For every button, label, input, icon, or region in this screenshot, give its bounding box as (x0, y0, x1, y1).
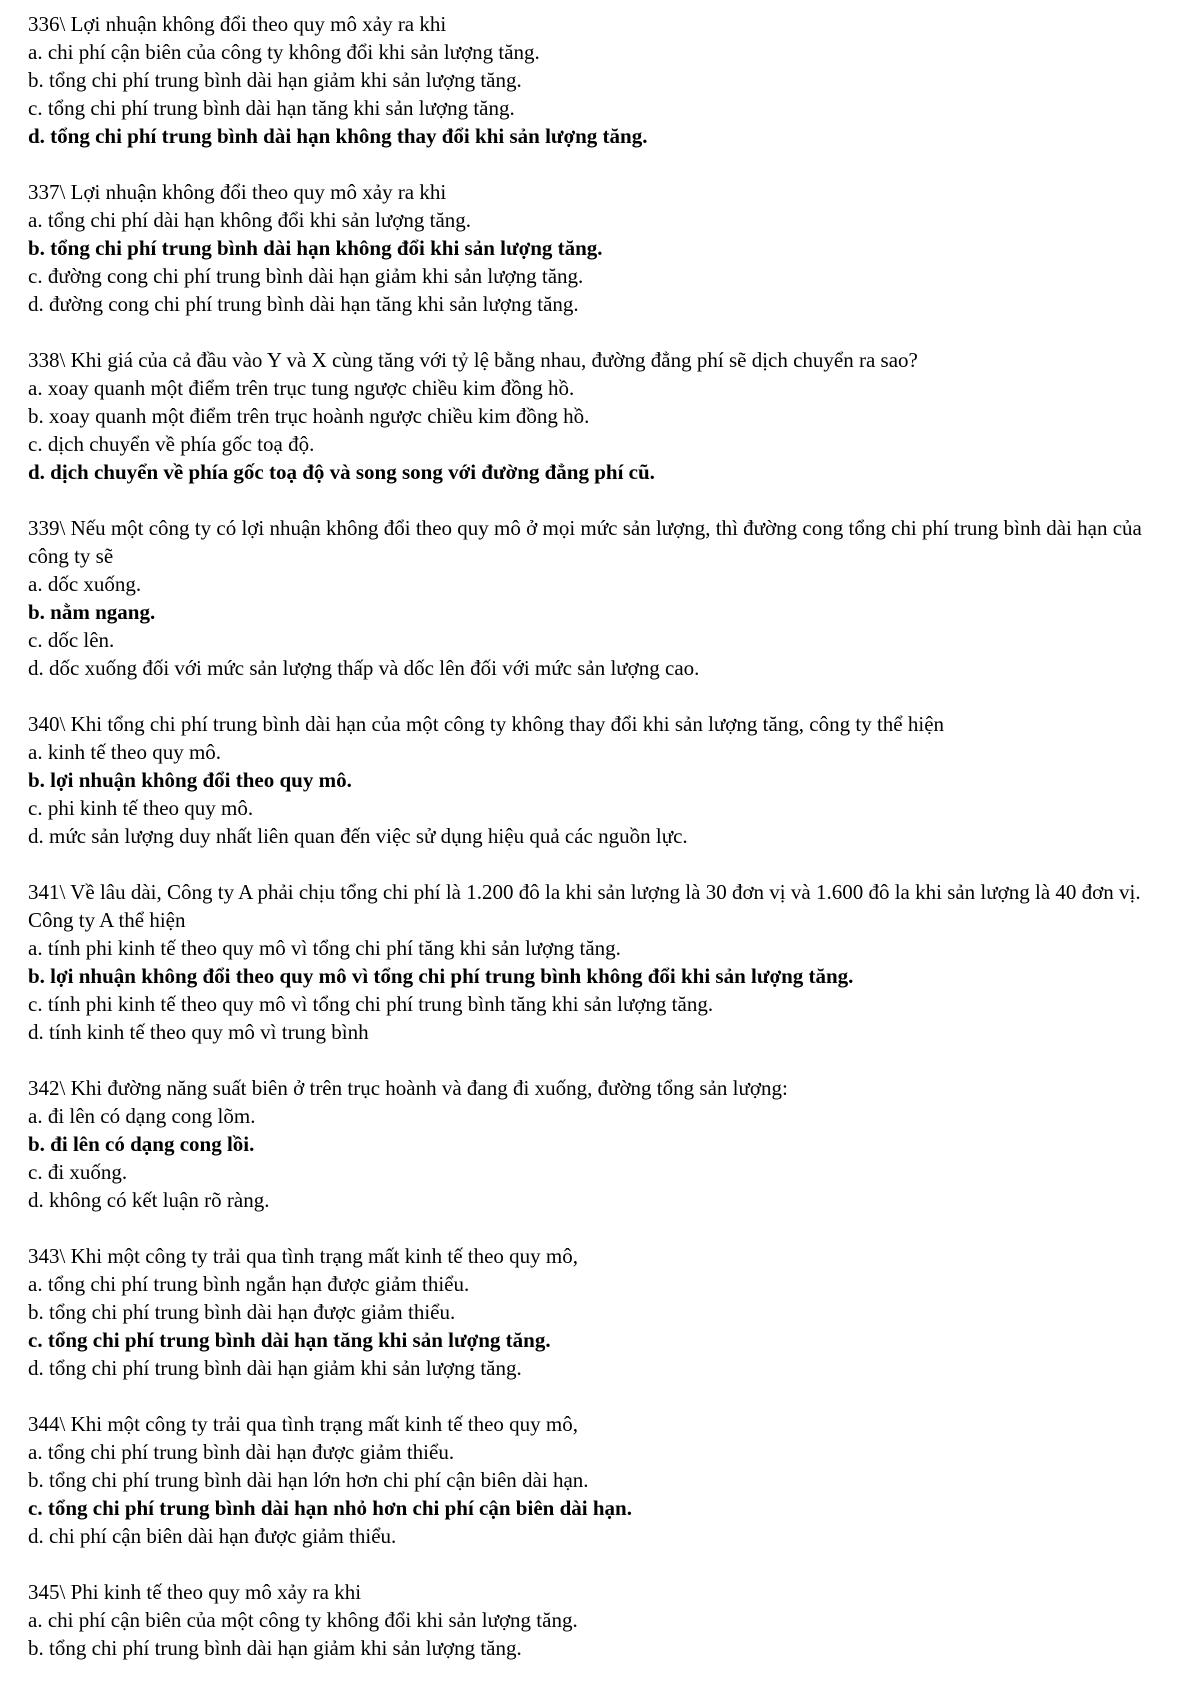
question-343-option-b: b. tổng chi phí trung bình dài hạn được giảm thiểu. (28, 1300, 456, 1324)
question-337-option-a: a. tổng chi phí dài hạn không đổi khi sản lượng tăng. (28, 208, 472, 232)
question-341-option-c: c. tính phi kinh tế theo quy mô vì tổng chi phí trung bình tăng khi sản lượng tăng. (28, 992, 714, 1016)
question-block-341 (28, 878, 1166, 1046)
question-344-option-b: b. tổng chi phí trung bình dài hạn lớn hơn chi phí cận biên dài hạn. (28, 1468, 589, 1492)
question-342-option-b: b. đi lên có dạng cong lồi. (28, 1132, 255, 1156)
question-344-option-c: c. tổng chi phí trung bình dài hạn nhỏ hơn chi phí cận biên dài hạn. (28, 1496, 632, 1520)
question-344-option-a: a. tổng chi phí trung bình dài hạn được giảm thiểu. (28, 1440, 455, 1464)
question-338-option-c: c. dịch chuyển về phía gốc toạ độ. (28, 432, 315, 456)
question-text-345: 345\ Phi kinh tế theo quy mô xảy ra khi (28, 1580, 362, 1604)
question-345-option-b: b. tổng chi phí trung bình dài hạn giảm khi sản lượng tăng. (28, 1636, 522, 1660)
question-342-option-a: a. đi lên có dạng cong lõm. (28, 1104, 256, 1128)
question-block-345 (28, 1578, 1166, 1662)
question-block-336 (28, 10, 1166, 150)
question-341-option-b: b. lợi nhuận không đổi theo quy mô vì tổng chi phí trung bình không đổi khi sản lượng tăng. (28, 964, 854, 988)
question-343-option-d: d. tổng chi phí trung bình dài hạn giảm khi sản lượng tăng. (28, 1356, 522, 1380)
question-340-option-a: a. kinh tế theo quy mô. (28, 740, 222, 764)
question-340-option-b: b. lợi nhuận không đổi theo quy mô. (28, 768, 352, 792)
question-block-337 (28, 178, 1166, 318)
question-340-option-c: c. phi kinh tế theo quy mô. (28, 796, 254, 820)
question-text-340: 340\ Khi tổng chi phí trung bình dài hạn của một công ty không thay đổi khi sản lượng tăng, công ty thể hiện (28, 712, 945, 736)
question-338-option-a: a. xoay quanh một điểm trên trục tung ngược chiều kim đồng hồ. (28, 376, 575, 400)
question-337-option-d: d. đường cong chi phí trung bình dài hạn tăng khi sản lượng tăng. (28, 292, 579, 316)
question-339-option-c: c. dốc lên. (28, 628, 115, 652)
question-336-option-d: d. tổng chi phí trung bình dài hạn không thay đổi khi sản lượng tăng. (28, 124, 648, 148)
question-342-option-c: c. đi xuống. (28, 1160, 128, 1184)
question-block-342 (28, 1074, 1166, 1214)
question-341-option-d: d. tính kinh tế theo quy mô vì trung bình (28, 1020, 369, 1044)
question-text-339: 339\ Nếu một công ty có lợi nhuận không đổi theo quy mô ở mọi mức sản lượng, thì đường cong tổng chi phí trung bình dài hạn của công ty sẽ (28, 516, 1142, 568)
question-text-336: 336\ Lợi nhuận không đổi theo quy mô xảy ra khi (28, 12, 447, 36)
question-343-option-c: c. tổng chi phí trung bình dài hạn tăng khi sản lượng tăng. (28, 1328, 551, 1352)
question-337-option-c: c. đường cong chi phí trung bình dài hạn giảm khi sản lượng tăng. (28, 264, 584, 288)
question-block-343 (28, 1242, 1166, 1382)
question-336-option-a: a. chi phí cận biên của công ty không đổi khi sản lượng tăng. (28, 40, 540, 64)
question-338-option-b: b. xoay quanh một điểm trên trục hoành ngược chiều kim đồng hồ. (28, 404, 590, 428)
question-text-342: 342\ Khi đường năng suất biên ở trên trục hoành và đang đi xuống, đường tổng sản lượng: (28, 1076, 788, 1100)
question-block-344 (28, 1410, 1166, 1550)
question-345-option-a: a. chi phí cận biên của một công ty không đổi khi sản lượng tăng. (28, 1608, 578, 1632)
question-339-option-d: d. dốc xuống đối với mức sản lượng thấp và dốc lên đối với mức sản lượng cao. (28, 656, 700, 680)
question-337-option-b: b. tổng chi phí trung bình dài hạn không đổi khi sản lượng tăng. (28, 236, 603, 260)
question-text-341: 341\ Về lâu dài, Công ty A phải chịu tổng chi phí là 1.200 đô la khi sản lượng là 30 đơn vị và 1.600 đô la khi sản lượng là 40 đơn vị. Công ty A thể hiện (28, 880, 1141, 932)
question-339-option-a: a. dốc xuống. (28, 572, 142, 596)
question-text-343: 343\ Khi một công ty trải qua tình trạng mất kinh tế theo quy mô, (28, 1244, 578, 1268)
question-336-option-b: b. tổng chi phí trung bình dài hạn giảm khi sản lượng tăng. (28, 68, 522, 92)
question-342-option-d: d. không có kết luận rõ ràng. (28, 1188, 270, 1212)
question-block-338 (28, 346, 1166, 486)
question-text-338: 338\ Khi giá của cả đầu vào Y và X cùng tăng với tỷ lệ bằng nhau, đường đẳng phí sẽ dịch chuyển ra sao? (28, 348, 918, 372)
question-338-option-d: d. dịch chuyển về phía gốc toạ độ và song song với đường đẳng phí cũ. (28, 460, 655, 484)
question-text-337: 337\ Lợi nhuận không đổi theo quy mô xảy ra khi (28, 180, 447, 204)
question-block-340 (28, 710, 1166, 850)
question-text-344: 344\ Khi một công ty trải qua tình trạng mất kinh tế theo quy mô, (28, 1412, 578, 1436)
question-336-option-c: c. tổng chi phí trung bình dài hạn tăng khi sản lượng tăng. (28, 96, 515, 120)
question-343-option-a: a. tổng chi phí trung bình ngắn hạn được giảm thiểu. (28, 1272, 470, 1296)
question-341-option-a: a. tính phi kinh tế theo quy mô vì tổng chi phí tăng khi sản lượng tăng. (28, 936, 621, 960)
question-340-option-d: d. mức sản lượng duy nhất liên quan đến việc sử dụng hiệu quả các nguồn lực. (28, 824, 688, 848)
question-block-339 (28, 514, 1166, 682)
question-339-option-b: b. nằm ngang. (28, 600, 156, 624)
question-344-option-d: d. chi phí cận biên dài hạn được giảm thiểu. (28, 1524, 397, 1548)
question-list (28, 10, 1166, 1662)
